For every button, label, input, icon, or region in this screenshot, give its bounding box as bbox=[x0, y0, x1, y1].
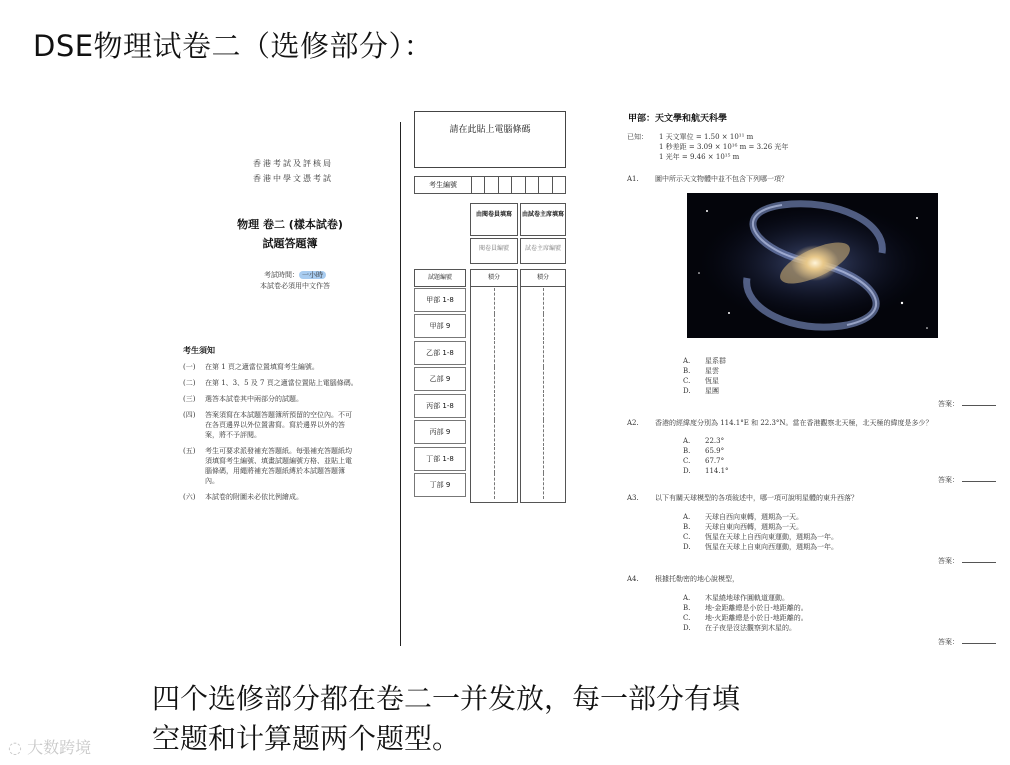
time-value-highlight: 一小時 bbox=[299, 271, 326, 279]
barred-spiral-galaxy-image bbox=[687, 193, 938, 338]
question-stem: A3. 以下有關天球模型的各項敍述中，哪一項可說明星體的東升西落？ bbox=[627, 494, 858, 502]
marking-row: 乙部 9 bbox=[414, 367, 566, 393]
candidate-digit-box bbox=[499, 177, 512, 193]
instruction-item: (一) 在第 1 頁之適當位置填寫考生編號。 bbox=[183, 363, 319, 371]
watermark-text: 大数跨境 bbox=[27, 738, 92, 757]
marking-row: 丙部 1-8 bbox=[414, 394, 566, 420]
options-a1 bbox=[683, 356, 726, 396]
watermark-logo-icon: ◌ bbox=[8, 738, 22, 757]
notes-heading: 考生須知 bbox=[183, 346, 215, 355]
option: A. 天球自西向東轉，週期為一天。 bbox=[683, 513, 803, 521]
option: D. 星團 bbox=[683, 387, 719, 395]
barcode-label: 請在此貼上電腦條碼 bbox=[449, 125, 531, 135]
options-a3 bbox=[683, 512, 838, 552]
marking-row: 甲部 1-8 bbox=[414, 288, 566, 314]
candidate-digit-box bbox=[553, 177, 565, 193]
watermark bbox=[8, 735, 91, 758]
given-constant: 1 天文單位 = 1.50 × 10¹¹ m bbox=[659, 133, 754, 141]
candidate-digit-box bbox=[512, 177, 525, 193]
marks-col-head: 積分 bbox=[470, 269, 518, 287]
cover-title bbox=[215, 215, 365, 253]
given-constant: 1 光年 = 9.46 × 10¹⁵ m bbox=[659, 153, 740, 161]
option: C. 恆星 bbox=[683, 377, 719, 385]
answer-line: 答案： bbox=[938, 398, 996, 409]
question-stem: A4. 根據托勒密的地心說模型， bbox=[627, 575, 739, 583]
exam-authority bbox=[228, 156, 358, 186]
option: D. 114.1° bbox=[683, 467, 729, 475]
marking-row: 丙部 9 bbox=[414, 420, 566, 446]
marks-col-head: 積分 bbox=[520, 269, 566, 287]
instruction-item: (四) 答案須寫在本試題答題簿所預留的空位內。不可在各頁邊界以外位置書寫。寫於邊界以外的答案，將不予評閱。 bbox=[183, 411, 352, 439]
option: D. 恆星在天球上自東向西運動，週期為一年。 bbox=[683, 543, 838, 551]
instruction-item: (六) 本試卷的附圖未必依比例繪成。 bbox=[183, 493, 303, 501]
galaxy-photo bbox=[687, 193, 938, 338]
answer-line: 答案： bbox=[938, 636, 996, 647]
option: B. 天球自東向西轉，週期為一天。 bbox=[683, 523, 803, 531]
given-constant: 1 秒差距 = 3.09 × 10¹⁶ m = 3.26 光年 bbox=[659, 143, 789, 151]
examiner-head: 由閱卷員填寫 bbox=[470, 203, 518, 236]
marking-table bbox=[414, 203, 566, 503]
option: C. 恆星在天球上自西向東運動，週期為一年。 bbox=[683, 533, 838, 541]
answer-line: 答案： bbox=[938, 555, 996, 566]
slide-caption: 四个选修部分都在卷二一并发放，每一部分有填空题和计算题两个题型。 bbox=[152, 682, 741, 755]
candidate-digit-box bbox=[526, 177, 539, 193]
marking-row: 丁部 9 bbox=[414, 473, 566, 499]
section-heading: 甲部：天文學和航天科學 bbox=[628, 114, 728, 124]
authority-line: 香港中學文憑考試 bbox=[253, 174, 333, 183]
option: A. 星系群 bbox=[683, 357, 726, 365]
option: B. 65.9° bbox=[683, 447, 725, 455]
paper-title: 物理 卷二 (樣本試卷) bbox=[237, 218, 343, 231]
page-spine bbox=[400, 122, 401, 646]
chief-no: 試卷主席編號 bbox=[520, 238, 566, 264]
option: C. 地-火距離總是小於日-地距離的。 bbox=[683, 614, 808, 622]
marking-row: 乙部 1-8 bbox=[414, 341, 566, 367]
marking-row: 甲部 9 bbox=[414, 314, 566, 340]
candidate-digit-box bbox=[485, 177, 498, 193]
time-label: 考試時間： bbox=[264, 271, 299, 279]
instructions-list bbox=[183, 362, 358, 508]
exam-time-block bbox=[235, 270, 355, 292]
barcode-box bbox=[414, 111, 566, 168]
candidate-digit-box bbox=[472, 177, 485, 193]
option: B. 星雲 bbox=[683, 367, 719, 375]
answer-line: 答案： bbox=[938, 474, 996, 485]
given-constants bbox=[627, 132, 788, 162]
candidate-number-row bbox=[414, 176, 566, 194]
question-stem: A2. 香港的經緯度分別為 114.1°E 和 22.3°N。當在香港觀察北天極，北天極的緯度是多少？ bbox=[627, 419, 933, 427]
question-stem: A1. 圖中所示天文物體中並不包含下列哪一項？ bbox=[627, 175, 788, 183]
booklet-title: 試題答題簿 bbox=[262, 237, 318, 250]
option: A. 22.3° bbox=[683, 437, 725, 445]
options-a2 bbox=[683, 436, 729, 476]
candidate-label: 考生編號 bbox=[415, 177, 472, 193]
examiner-no: 閱卷員編號 bbox=[470, 238, 518, 264]
marking-row: 丁部 1-8 bbox=[414, 447, 566, 473]
option: D. 在子夜是沒法觀察到木星的。 bbox=[683, 624, 796, 632]
option: C. 67.7° bbox=[683, 457, 725, 465]
chief-head: 由試卷主席填寫 bbox=[520, 203, 566, 236]
option: B. 地-金距離總是小於日-地距離的。 bbox=[683, 604, 808, 612]
instruction-item: (三) 選答本試卷其中兩部分的試題。 bbox=[183, 395, 303, 403]
candidate-digit-box bbox=[539, 177, 552, 193]
authority-line: 香港考試及評核局 bbox=[253, 159, 333, 168]
language-note: 本試卷必須用中文作答 bbox=[260, 282, 330, 290]
instruction-item: (五) 考生可要求派發補充答題紙。每張補充答題紙均須填寫考生編號、填畫試題編號方格、並貼上電腦條碼，用繩將補充答題紙縛於本試題答題簿內。 bbox=[183, 447, 352, 485]
given-label: 已知： bbox=[627, 133, 648, 141]
question-col-head: 試題編號 bbox=[414, 269, 466, 287]
options-a4 bbox=[683, 593, 808, 633]
option: A. 木星繞地球作圓軌道運動。 bbox=[683, 594, 789, 602]
slide-title: DSE物理试卷二（选修部分）： bbox=[33, 29, 434, 63]
instruction-item: (二) 在第 1、3、5 及 7 頁之適當位置貼上電腦條碼。 bbox=[183, 379, 358, 387]
